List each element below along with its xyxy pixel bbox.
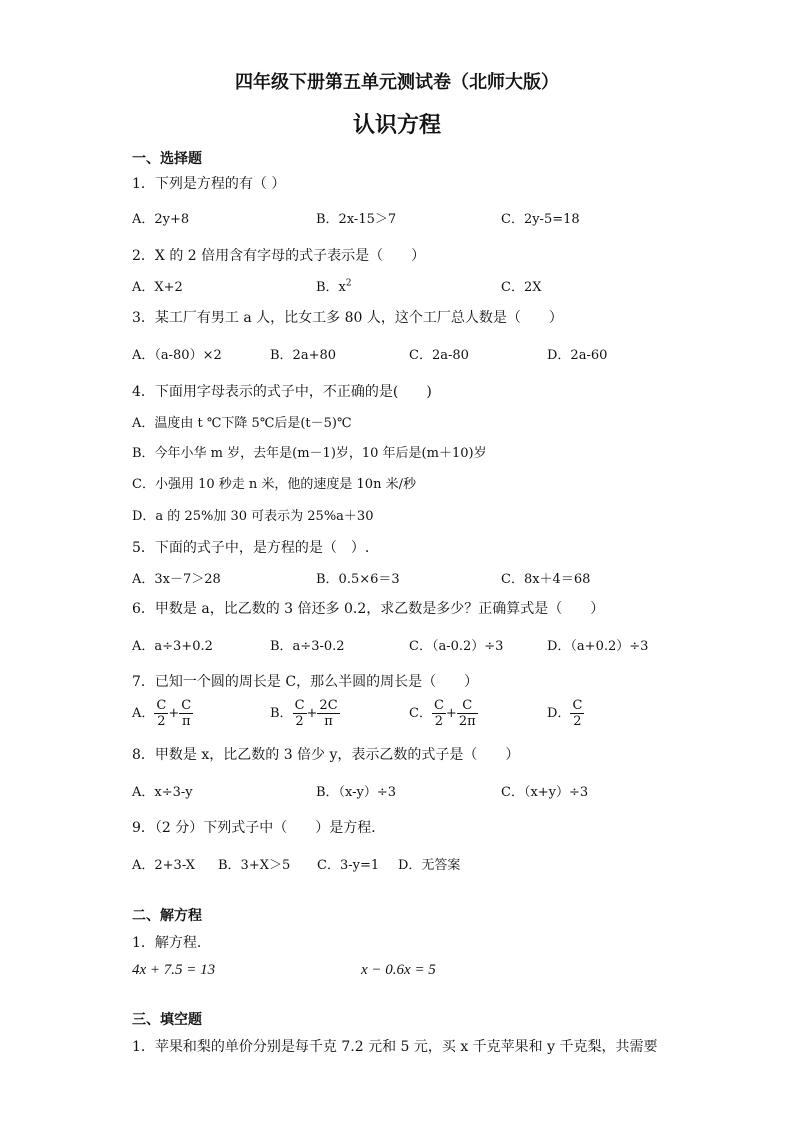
question-2-option-b-base: B．x (316, 280, 346, 295)
fraction (457, 698, 478, 729)
fraction-denominator: π (324, 714, 333, 729)
option-label: B． (270, 706, 293, 721)
fraction (432, 698, 446, 729)
question-4-stem: 4．下面用字母表示的式子中，不正确的是( ) (132, 384, 432, 400)
option-label: D． (547, 706, 571, 721)
fraction-denominator: 2 (573, 714, 582, 729)
question-5-option-a: A．3x－7＞28 (132, 572, 221, 587)
option-label: A． (132, 706, 155, 721)
section-fill-heading: 三、填空题 (132, 1012, 202, 1028)
solve-question-1-stem: 1．解方程． (132, 935, 211, 951)
question-7-option-a (132, 698, 193, 729)
question-4-option-a: A．温度由 t ℃下降 5℃后是(t－5)℃ (132, 416, 352, 431)
section-solve-heading: 二、解方程 (132, 908, 202, 924)
equation-1: 4x + 7.5 = 13 (132, 962, 216, 978)
question-9-option-a: A．2+3-X (132, 858, 196, 873)
question-6-option-c: C．（a-0.2）÷3 (409, 639, 504, 654)
question-2-option-b-exponent: 2 (345, 278, 352, 289)
fraction (154, 698, 168, 729)
question-8-option-b: B．（x-y）÷3 (316, 785, 397, 800)
question-4-option-d: D．a 的 25%加 30 可表示为 25%a＋30 (132, 509, 374, 524)
page-subtitle: 认识方程 (352, 113, 441, 138)
fraction-numerator: C (433, 698, 444, 713)
fraction-denominator: 2 (434, 714, 444, 729)
fraction-denominator: 2 (157, 714, 166, 729)
question-9-option-c: C．3-y=1 (317, 858, 380, 873)
question-6-option-a: A．a÷3+0.2 (132, 639, 213, 654)
question-9-stem: 9．（2 分）下列式子中（ ）是方程． (132, 820, 386, 836)
fraction-numerator: C (572, 698, 583, 713)
fraction-denominator: π (181, 714, 191, 729)
question-7-stem: 7．已知一个圆的周长是 C，那么半圆的周长是（ ） (132, 674, 479, 690)
question-3-option-d: D．2a-60 (547, 348, 608, 363)
question-6-option-d: D．（a+0.2）÷3 (547, 639, 649, 654)
question-2-option-c: C．2X (501, 280, 542, 295)
question-1-option-c: C．2y-5=18 (501, 212, 580, 227)
fraction-numerator: C (181, 698, 192, 713)
fraction (293, 698, 307, 729)
equation-2: x − 0.6x = 5 (361, 962, 436, 978)
question-2-stem: 2．X 的 2 倍用含有字母的式子表示是（ ） (132, 248, 426, 264)
fraction-numerator: 2C (319, 698, 338, 713)
question-3-option-a: A．（a-80）×2 (132, 348, 222, 363)
question-8-option-a: A．x÷3-y (132, 785, 193, 800)
option-label: C． (409, 706, 432, 721)
fraction-numerator: C (457, 698, 478, 714)
question-7-option-d (547, 698, 584, 729)
question-6-option-b: B．a÷3-0.2 (270, 639, 345, 654)
question-3-option-c: C．2a-80 (409, 348, 469, 363)
fraction-denominator: 2 (295, 714, 304, 729)
fraction (179, 698, 193, 729)
question-7-option-c (409, 698, 478, 729)
question-2-option-b (316, 276, 352, 295)
question-8-option-c: C．（x+y）÷3 (501, 785, 589, 800)
fraction (317, 698, 339, 729)
fraction-numerator: C (294, 698, 305, 713)
question-5-option-b: B．0.5×6＝3 (316, 572, 400, 587)
fill-question-1-stem: 1．苹果和梨的单价分别是每千克 7.2 元和 5 元，买 x 千克苹果和 y 千克梨，共需要 (132, 1039, 658, 1055)
question-7-option-b (270, 698, 340, 729)
fraction-denominator: 2π (458, 714, 476, 729)
plus-sign: + (168, 706, 180, 721)
question-1-option-b: B．2x-15＞7 (316, 212, 397, 227)
question-1-option-a: A．2y+8 (132, 212, 190, 227)
question-3-option-b: B．2a+80 (270, 348, 337, 363)
plus-sign: + (445, 706, 457, 721)
question-5-stem: 5．下面的式子中，是方程的是（ ）. (132, 540, 370, 556)
fraction-numerator: C (156, 698, 167, 713)
question-1-stem: 1．下列是方程的有（ ） (132, 176, 286, 192)
question-8-stem: 8．甲数是 x，比乙数的 3 倍少 y，表示乙数的式子是（ ） (132, 747, 520, 763)
question-4-option-b: B．今年小华 m 岁，去年是(m－1)岁，10 年后是(m＋10)岁 (132, 446, 487, 461)
question-2-option-a: A．X+2 (132, 280, 183, 295)
page-title: 四年级下册第五单元测试卷（北师大版） (235, 72, 559, 93)
plus-sign: + (306, 706, 318, 721)
question-6-stem: 6．甲数是 a，比乙数的 3 倍还多 0.2，求乙数是多少？正确算式是（ ） (132, 601, 605, 617)
fraction (570, 698, 584, 729)
question-9-option-d: D．无答案 (398, 858, 461, 873)
question-3-stem: 3．某工厂有男工 a 人，比女工多 80 人，这个工厂总人数是（ ） (132, 310, 563, 326)
question-9-option-b: B．3+X＞5 (218, 858, 291, 873)
question-5-option-c: C．8x＋4＝68 (501, 572, 591, 587)
section-choice-heading: 一、选择题 (132, 151, 202, 167)
question-4-option-c: C．小强用 10 秒走 n 米，他的速度是 10n 米/秒 (132, 477, 416, 492)
